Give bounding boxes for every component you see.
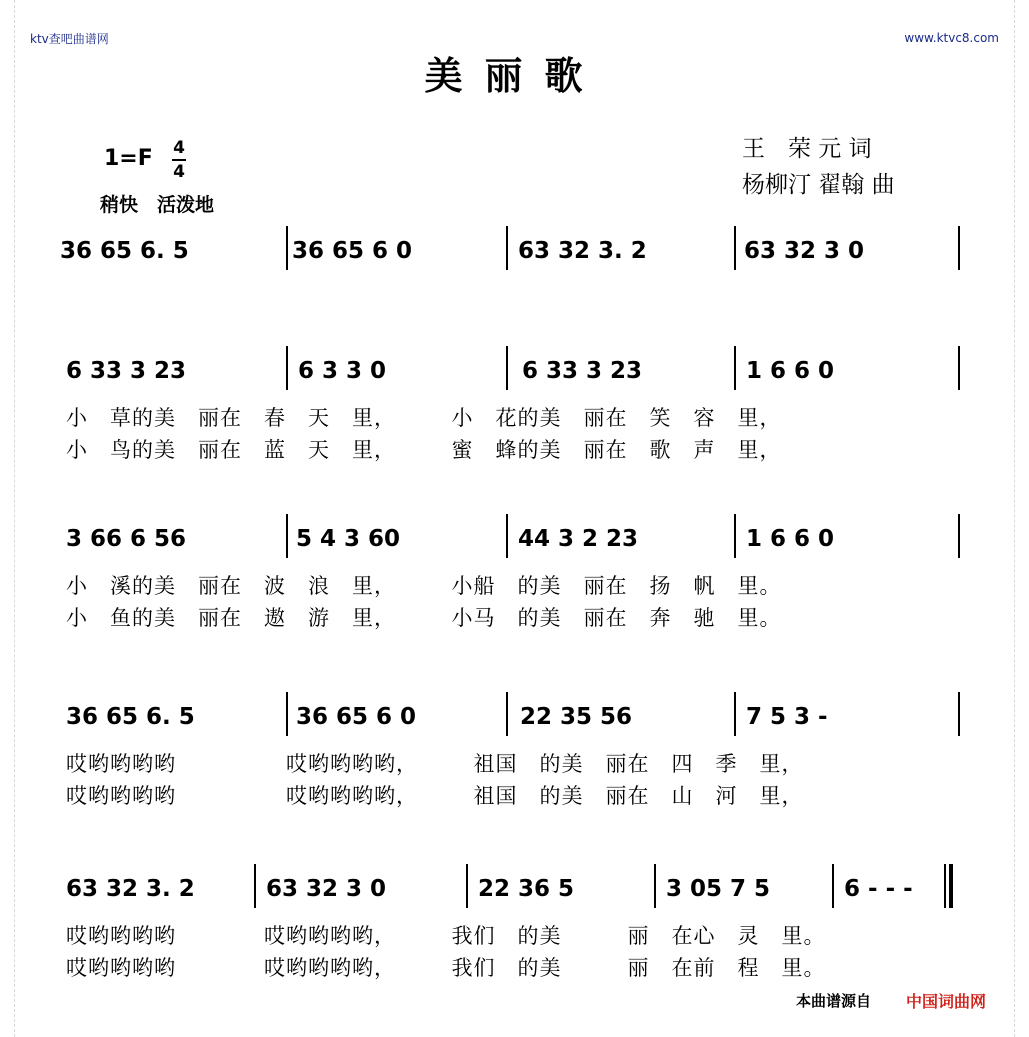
measure: 3 05 7 5 — [666, 876, 771, 902]
left-watermark-strip — [0, 0, 15, 1037]
composer-credit: 杨柳汀 翟翰 曲 — [742, 172, 895, 198]
barline — [506, 514, 508, 558]
barline — [734, 514, 736, 558]
song-title: 美丽歌 — [424, 53, 605, 98]
notes-row-5 — [60, 874, 972, 914]
notes-row-4 — [60, 702, 972, 742]
barline — [832, 864, 834, 908]
measure: 44 3 2 23 — [518, 526, 639, 552]
measure: 22 36 5 — [478, 876, 575, 902]
lyric-line-2: 小 鸟的美 丽在 蓝 天 里， 蜜 蜂的美 丽在 歌 声 里， — [66, 438, 782, 462]
measure: 1 6 6 0 — [746, 526, 835, 552]
barline — [734, 692, 736, 736]
time-signature-bottom: 4 — [173, 162, 185, 182]
barline — [734, 226, 736, 270]
time-signature — [172, 138, 186, 182]
key-signature: 1=F — [104, 146, 153, 171]
measure: 6 33 3 23 — [522, 358, 643, 384]
time-signature-top: 4 — [173, 138, 185, 158]
measure: 22 35 56 — [520, 704, 633, 730]
measure: 1 6 6 0 — [746, 358, 835, 384]
notes-row-2 — [60, 356, 972, 396]
lyric-line-2: 小 鱼的美 丽在 遨 游 里， 小马 的美 丽在 奔 驰 里。 — [66, 606, 782, 630]
barline — [506, 226, 508, 270]
barline — [958, 692, 960, 736]
measure: 63 32 3 0 — [266, 876, 387, 902]
barline — [286, 692, 288, 736]
measure: 6 - - - — [844, 876, 913, 902]
barline — [254, 864, 256, 908]
measure: 36 65 6. 5 — [60, 238, 189, 264]
final-barline-thin — [944, 864, 946, 908]
barline — [286, 514, 288, 558]
watermark-top-right: www.ktvc8.com — [904, 31, 999, 45]
barline — [466, 864, 468, 908]
measure: 6 33 3 23 — [66, 358, 187, 384]
right-watermark-strip — [1014, 0, 1029, 1037]
notes-row-3 — [60, 524, 972, 564]
barline — [506, 692, 508, 736]
measure: 6 3 3 0 — [298, 358, 387, 384]
lyric-line-1: 哎哟哟哟哟 哎哟哟哟哟， 祖国 的美 丽在 四 季 里， — [66, 752, 804, 776]
measure: 7 5 3 - — [746, 704, 828, 730]
lyric-line-2: 哎哟哟哟哟 哎哟哟哟哟， 我们 的美 丽 在前 程 里。 — [66, 956, 826, 980]
barline — [286, 346, 288, 390]
barline — [506, 346, 508, 390]
measure: 36 65 6. 5 — [66, 704, 195, 730]
measure: 36 65 6 0 — [296, 704, 417, 730]
measure: 5 4 3 60 — [296, 526, 401, 552]
measure: 36 65 6 0 — [292, 238, 413, 264]
barline — [958, 226, 960, 270]
measure: 63 32 3. 2 — [66, 876, 195, 902]
barline — [654, 864, 656, 908]
barline — [958, 514, 960, 558]
barline — [734, 346, 736, 390]
lyricist-credit: 王 荣 元 词 — [742, 136, 872, 162]
lyric-line-1: 小 草的美 丽在 春 天 里， 小 花的美 丽在 笑 容 里， — [66, 406, 782, 430]
barline — [958, 346, 960, 390]
measure: 63 32 3 0 — [744, 238, 865, 264]
watermark-top-left: ktv查吧曲谱网 — [30, 32, 109, 46]
notes-row-1 — [60, 236, 972, 276]
time-signature-divider — [172, 159, 186, 161]
barline — [286, 226, 288, 270]
measure: 3 66 6 56 — [66, 526, 187, 552]
tempo-marking: 稍快 活泼地 — [100, 194, 215, 216]
lyric-line-2: 哎哟哟哟哟 哎哟哟哟哟， 祖国 的美 丽在 山 河 里， — [66, 784, 804, 808]
final-barline-thick — [949, 864, 953, 908]
source-label: 本曲谱源自 — [796, 992, 872, 1010]
measure: 63 32 3. 2 — [518, 238, 647, 264]
lyric-line-1: 小 溪的美 丽在 波 浪 里， 小船 的美 丽在 扬 帆 里。 — [66, 574, 782, 598]
lyric-line-1: 哎哟哟哟哟 哎哟哟哟哟， 我们 的美 丽 在心 灵 里。 — [66, 924, 826, 948]
source-brand-link[interactable]: 中国词曲网 — [906, 992, 987, 1011]
